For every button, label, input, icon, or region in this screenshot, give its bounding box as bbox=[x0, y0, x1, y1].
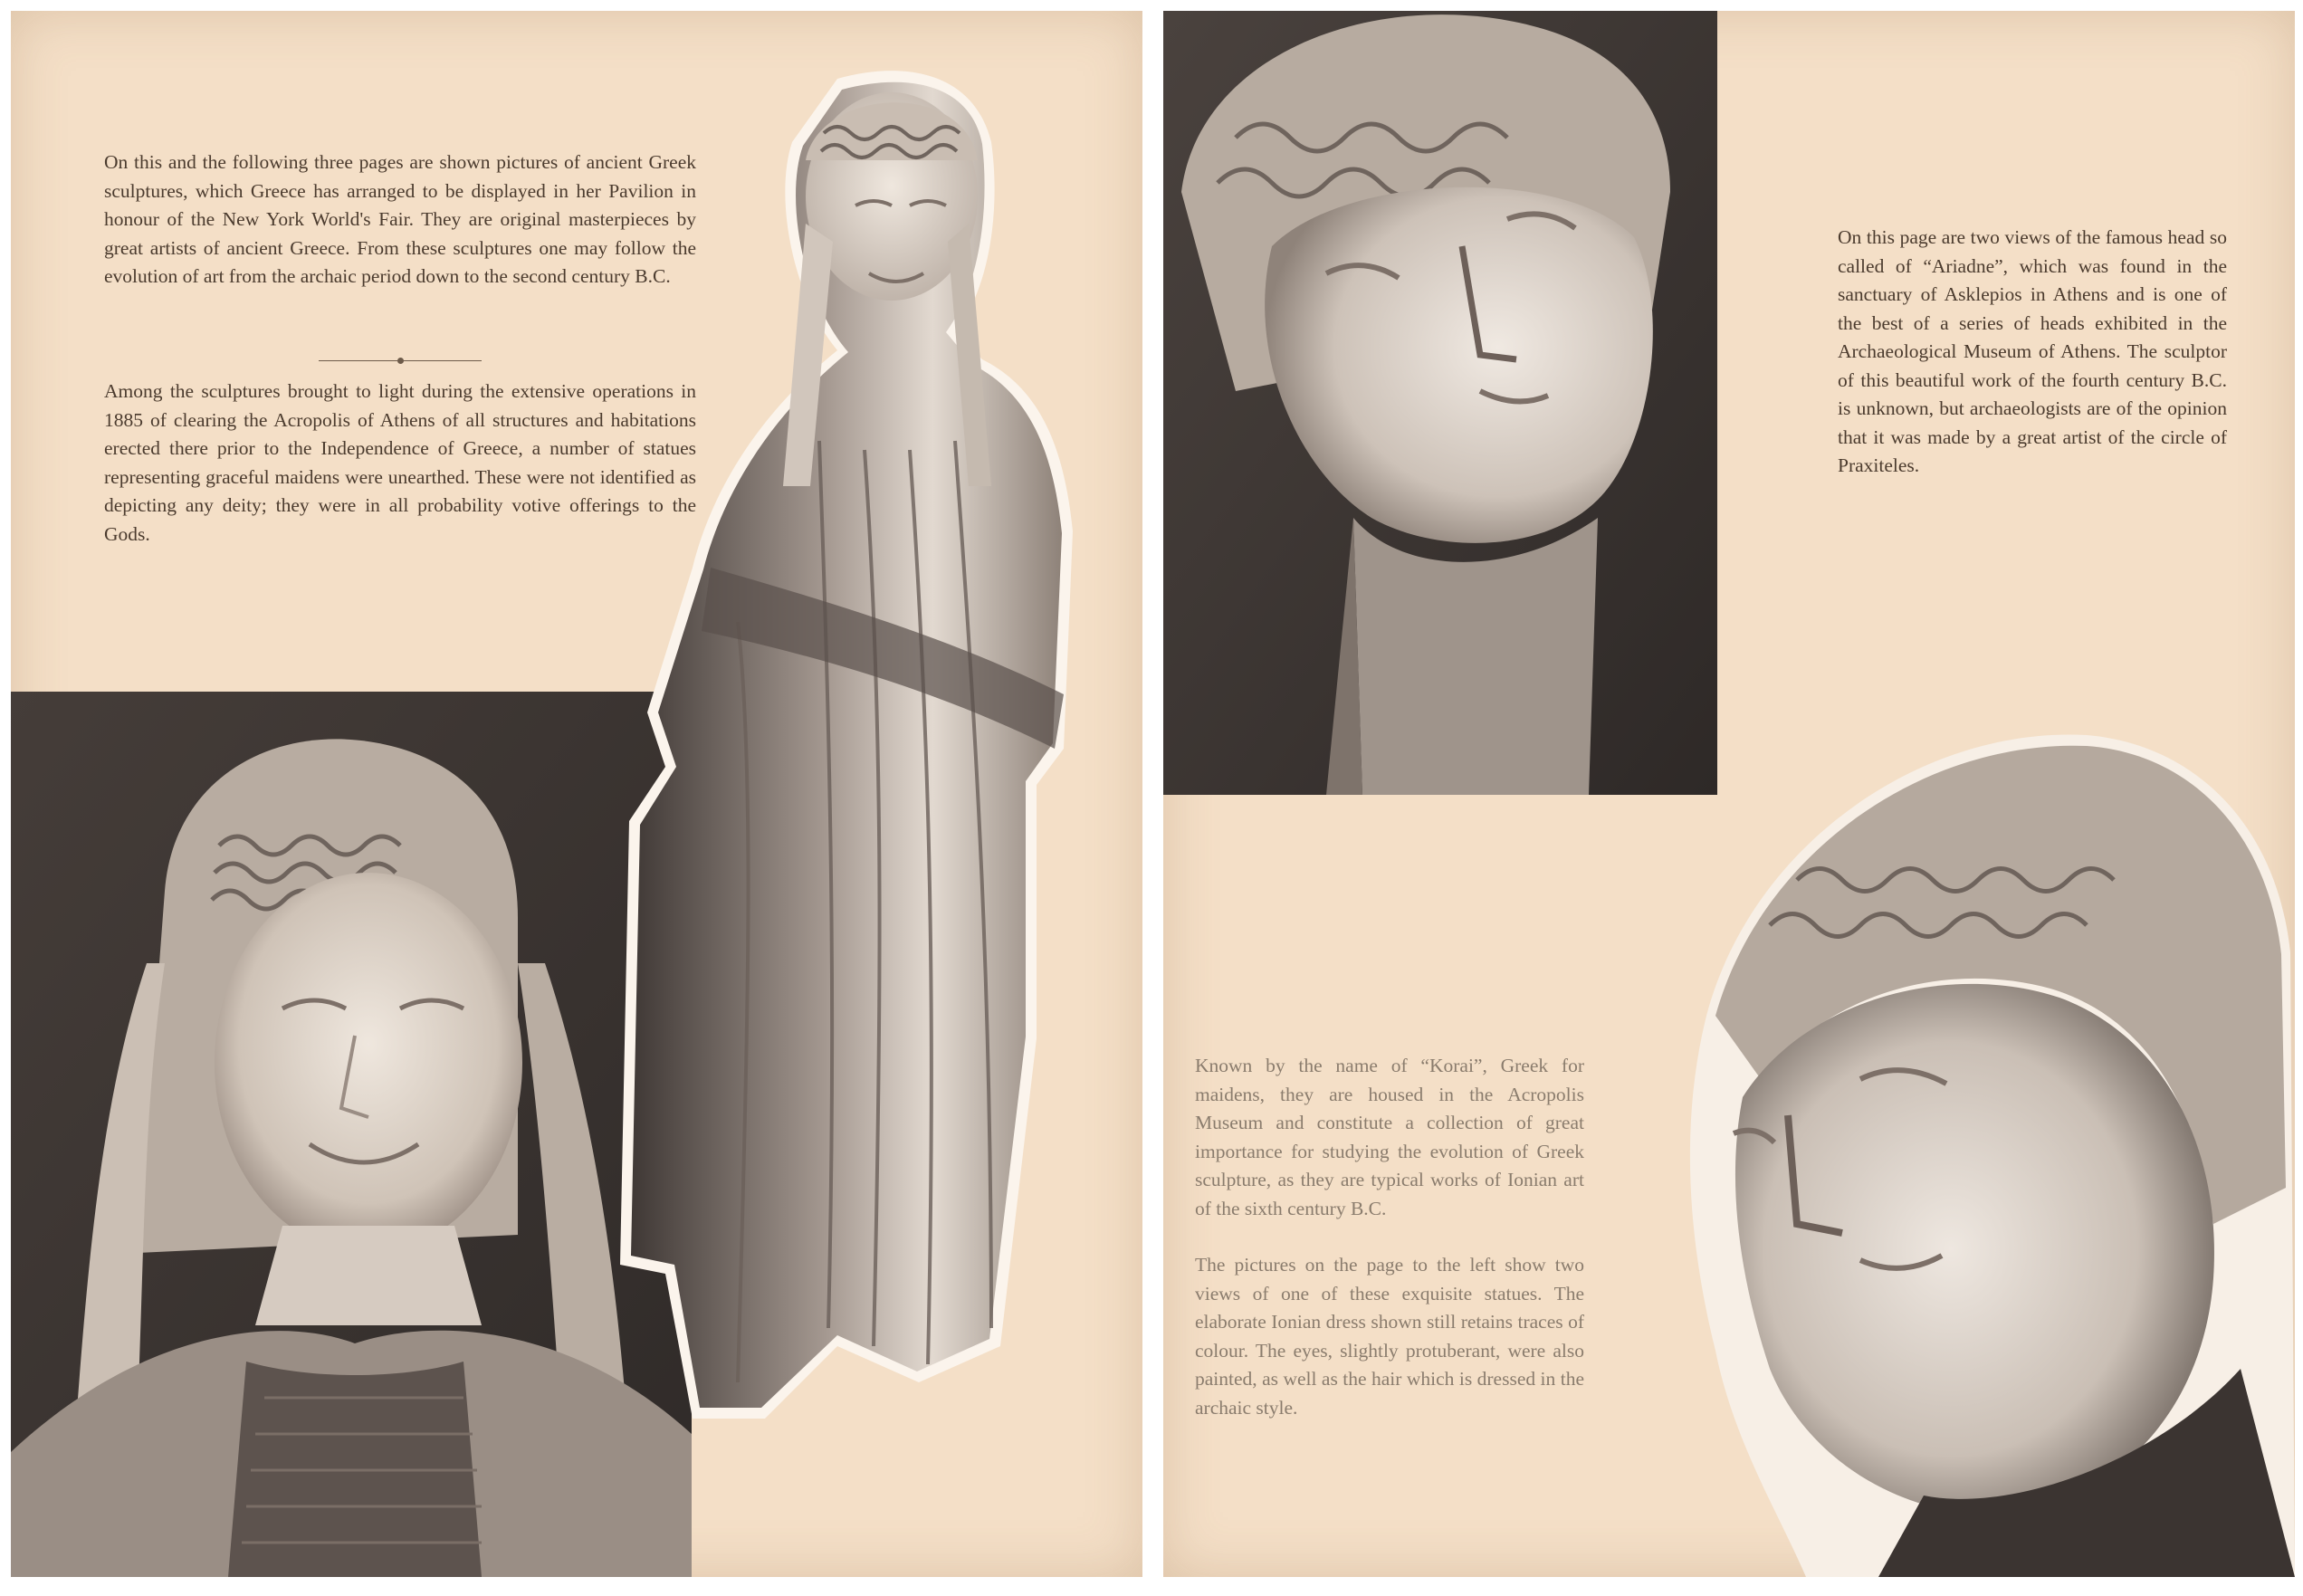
kore-bust-photo bbox=[11, 692, 692, 1577]
ariadne-head-photo-top bbox=[1163, 11, 1717, 795]
pictures-paragraph: The pictures on the page to the left show two views of one of these exquisite statues. The elaborate Ionian dress shown still retains traces of colour. The eyes, slightly protuberant, were also painted, as well as the hair which is dressed in the archaic style. bbox=[1195, 1254, 1584, 1419]
right-page bbox=[1163, 11, 2295, 1577]
korai-paragraph: Known by the name of “Korai”, Greek for maidens, they are housed in the Acropolis Museum and constitute a collection of great importance for studying the evolution of Greek sculpture, as they are typical works of Ionian art of the sixth century B.C. bbox=[1195, 1055, 1584, 1219]
left-page bbox=[11, 11, 1142, 1577]
kore-statue-photo bbox=[611, 61, 1142, 1428]
divider-ornament bbox=[397, 358, 404, 364]
ornamental-divider bbox=[319, 360, 482, 361]
ariadne-paragraph: On this page are two views of the famous head so called of “Ariadne”, which was found in the sanctuary of Asklepios in Athens and is one of the best of a series of heads exhibited in the Archaeological Museum of Athens. The sculptor of this beautiful work of the fourth century B.C. is unknown, but archaeologists are of the opinion that it was made by a great artist of the circle of Praxiteles. bbox=[1838, 226, 2227, 476]
acropolis-paragraph: Among the sculptures brought to light during the extensive operations in 1885 of clearing the Acropolis of Athens of all structures and habitations erected there prior to the Independence of Greece, a number of statues representing graceful maidens were unearthed. These were not identified as depicting any deity; they were in all probability votive offerings to the Gods. bbox=[104, 380, 696, 545]
ariadne-head-photo-bottom bbox=[1652, 717, 2295, 1577]
intro-paragraph: On this and the following three pages are shown pictures of ancient Greek sculptures, which Greece has arranged to be displayed in her Pavilion in honour of the New York World's Fair. They are original masterpieces by great artists of ancient Greece. From these sculptures one may follow the evolution of art from the archaic period down to the second century B.C. bbox=[104, 151, 696, 287]
